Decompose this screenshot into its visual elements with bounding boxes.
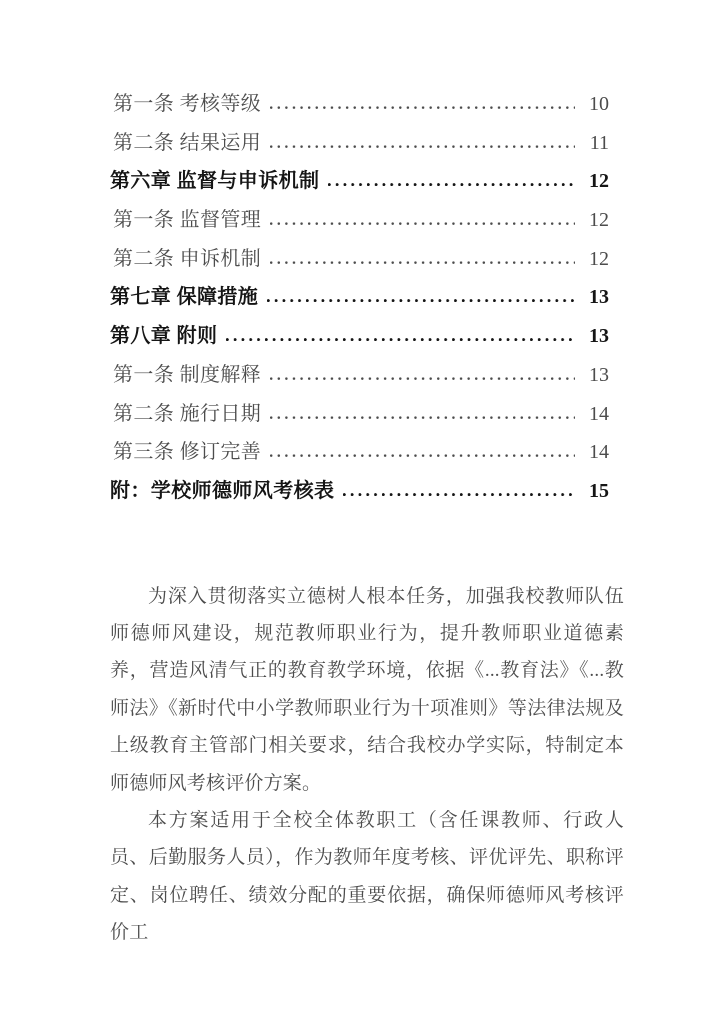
toc-page-number: 15 [589,479,609,502]
toc-leader-dots [343,492,575,497]
toc-page-number: 13 [589,363,609,386]
toc-entry-label: 第三条 修订完善 [113,441,262,464]
toc-leader-dots [270,105,575,110]
toc-page-number: 12 [589,170,609,193]
toc-entry [110,278,624,317]
toc-page-number: 11 [589,131,609,154]
toc-entry-label: 第八章 附则 [110,325,218,348]
toc-page-number: 14 [589,441,609,464]
toc-leader-dots [226,337,575,342]
toc-entry-label: 第七章 保障措施 [110,286,259,309]
paragraph: 为深入贯彻落实立德树人根本任务，加强我校教师队伍师德师风建设，规范教师职业行为，提升教师职业道德素养，营造风清气正的教育教学环境，依据《...教育法》《...教师法》《新时代中小学教师职业行为十项准则》等法律法规及上级教育主管部门相关要求，结合我校办学实际，特制定本师德师风考核评价方案。 [110,585,624,794]
toc-leader-dots [328,182,575,187]
toc-entry-label: 第一条 制度解释 [113,363,262,386]
toc [110,85,624,511]
toc-entry [110,317,624,356]
toc-entry [110,472,624,511]
toc-leader-dots [267,298,575,303]
page-content [110,85,624,952]
toc-leader-dots [270,144,575,149]
toc-entry [110,356,624,395]
toc-leader-dots [270,415,575,420]
toc-entry-label: 第二条 申诉机制 [113,247,262,270]
toc-entry-label: 第二条 结果运用 [113,131,262,154]
toc-leader-dots [270,376,575,381]
toc-entry [110,240,624,279]
body-text [110,578,624,952]
toc-entry [110,162,624,201]
toc-page-number: 14 [589,402,609,425]
toc-entry [110,201,624,240]
toc-leader-dots [270,221,575,226]
toc-entry-label: 第一条 监督管理 [113,209,262,232]
toc-entry-label: 第六章 监督与申诉机制 [110,170,320,193]
toc-page-number: 13 [589,286,609,309]
toc-page-number: 12 [589,209,609,232]
toc-page-number: 13 [589,325,609,348]
paragraph: 本方案适用于全校全体教职工（含任课教师、行政人员、后勤服务人员），作为教师年度考核、评优评先、职称评定、岗位聘任、绩效分配的重要依据，确保师德师风考核评价工 [110,810,624,944]
toc-entry-label: 第二条 施行日期 [113,402,262,425]
toc-page-number: 12 [589,247,609,270]
toc-entry [110,85,624,124]
toc-leader-dots [270,453,575,458]
toc-page-number: 10 [589,93,609,115]
toc-entry-label: 第一条 考核等级 [113,93,262,115]
toc-entry [110,433,624,472]
toc-entry-label: 附：学校师德师风考核表 [110,479,335,502]
toc-leader-dots [270,260,575,265]
toc-entry [110,395,624,434]
toc-entry [110,124,624,163]
